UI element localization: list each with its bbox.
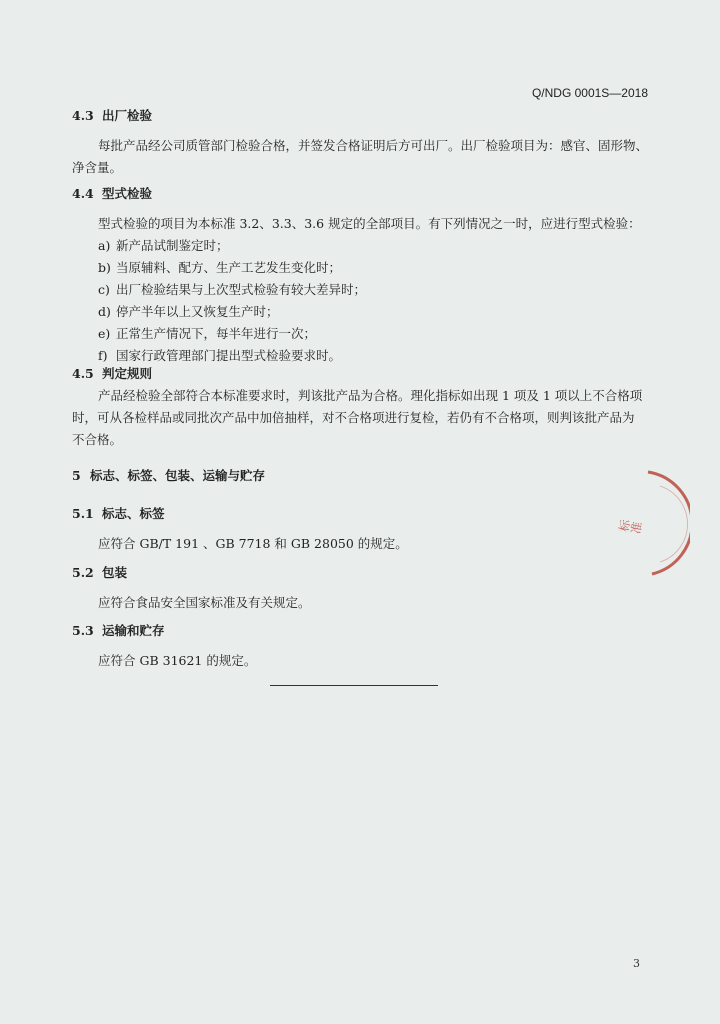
list-item [98,302,279,320]
list-text: 正常生产情况下，每半年进行一次； [116,326,317,341]
end-rule [270,685,438,686]
section-title: 型式检验 [102,186,153,201]
list-marker: b) [98,260,111,275]
section-number: 4.5 [72,366,94,381]
list-text: 出厂检验结果与上次型式检验有较大差异时； [116,282,367,297]
section-number: 5.3 [72,623,94,638]
section-5-2-text: 应符合食品安全国家标准及有关规定。 [98,595,311,610]
section-title: 标志、标签 [102,506,165,521]
list-item [98,280,366,298]
section-5-3-text: 应符合 GB 31621 的规定。 [98,653,257,668]
section-title: 标志、标签、包装、运输与贮存 [90,468,266,483]
list-marker: a) [98,238,111,253]
list-item [98,258,341,276]
list-text: 停产半年以上又恢复生产时； [116,304,279,319]
page-number: 3 [633,957,640,970]
list-text: 当原辅料、配方、生产工艺发生变化时； [116,260,342,275]
section-number: 4.4 [72,186,94,201]
seal-text: 标准 [617,518,644,537]
list-text: 新产品试制鉴定时； [116,238,229,253]
section-number: 5.1 [72,506,94,521]
section-number: 5 [72,468,81,483]
list-marker: d) [98,304,111,319]
section-4-5-heading [72,364,152,382]
section-4-3-para-line2: 净含量。 [72,160,123,175]
section-4-5-line2: 时，可从各检样品或同批次产品中加倍抽样，对不合格项进行复检，若仍有不合格项，则判该批产品为 [72,410,635,425]
section-4-3-para-line1: 每批产品经公司质管部门检验合格，并签发合格证明后方可出厂。出厂检验项目为：感官、固形物、 [98,138,649,153]
section-5-2-heading [72,563,127,581]
list-item [98,236,229,254]
section-5-3-heading [72,621,165,639]
section-4-3-heading [72,106,152,124]
section-5-1-text: 应符合 GB/T 191 、GB 7718 和 GB 28050 的规定。 [98,536,408,551]
section-4-5-line3: 不合格。 [72,432,123,447]
list-marker: c) [98,282,110,297]
section-title: 判定规则 [102,366,153,381]
section-5-1-heading [72,504,165,522]
list-text: 国家行政管理部门提出型式检验要求时。 [116,348,342,363]
section-4-4-heading [72,184,152,202]
section-5-heading [72,466,265,484]
list-marker: e) [98,326,111,341]
document-id: Q/NDG 0001S—2018 [531,86,648,100]
section-title: 运输和贮存 [102,623,165,638]
section-4-5-line1: 产品经检验全部符合本标准要求时，判该批产品为合格。理化指标如出现 1 项及 1 项以上不合格项 [98,388,643,403]
section-number: 5.2 [72,565,94,580]
list-item [98,324,316,342]
list-marker: f) [98,348,108,363]
section-title: 出厂检验 [102,108,153,123]
list-item [98,346,341,364]
section-number: 4.3 [72,108,94,123]
section-title: 包装 [102,565,128,580]
section-4-4-intro: 型式检验的项目为本标准 3.2、3.3、3.6 规定的全部项目。有下列情况之一时，应进行型式检验： [98,216,641,231]
